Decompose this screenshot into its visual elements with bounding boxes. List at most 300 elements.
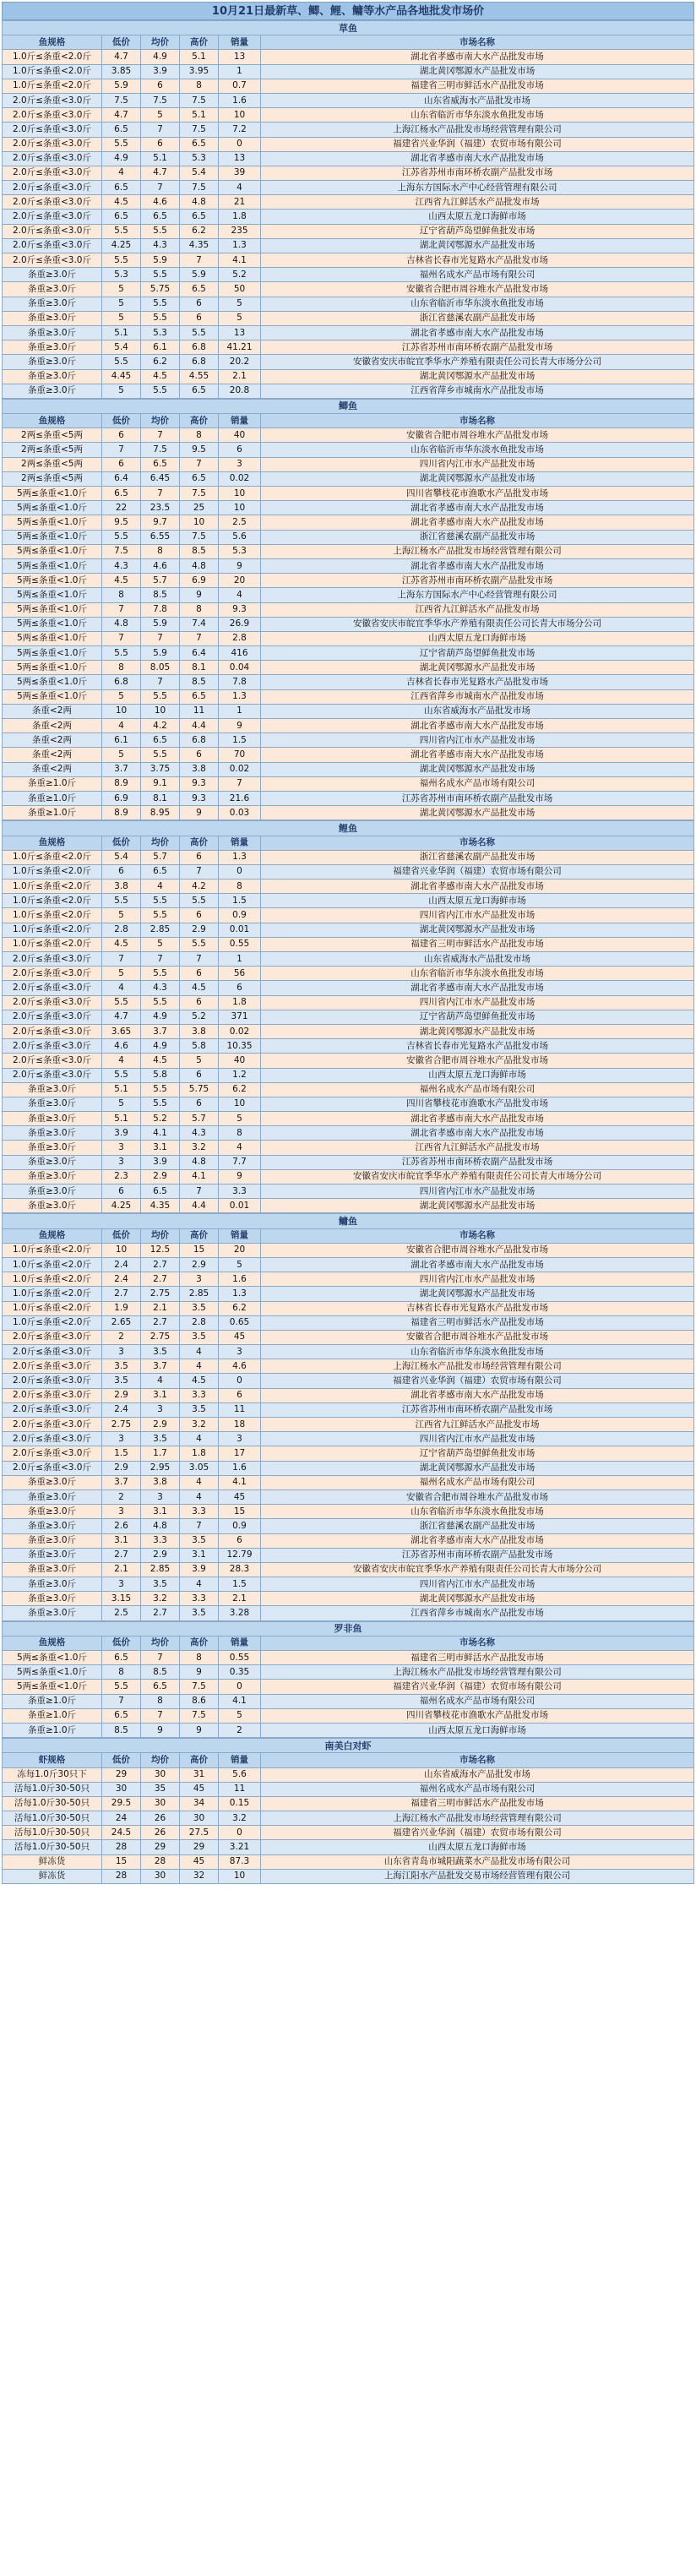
cell-high: 8	[180, 1651, 219, 1665]
cell-high: 45	[180, 1854, 219, 1869]
cell-vol: 3.28	[219, 1606, 261, 1620]
table-row	[3, 1665, 694, 1680]
cell-vol: 5.2	[219, 268, 261, 282]
cell-spec: 2.0斤≤条重<3.0斤	[3, 1461, 102, 1475]
cell-high: 4.5	[180, 1374, 219, 1388]
cell-market: 浙江省慈溪农副产品批发市场	[261, 530, 694, 544]
cell-spec: 条重≥3.0斤	[3, 1592, 102, 1606]
cell-market: 湖北黄冈鄂源水产品批发市场	[261, 806, 694, 820]
cell-spec: 活每1.0斤30-50只	[3, 1782, 102, 1796]
cell-high: 3.8	[180, 762, 219, 776]
cell-high: 5.5	[180, 894, 219, 908]
table-row	[3, 1185, 694, 1199]
cell-low: 5.1	[102, 1082, 141, 1097]
cell-high: 7	[180, 457, 219, 471]
cell-low: 7	[102, 602, 141, 617]
cell-spec: 5两≤条重<1.0斤	[3, 675, 102, 689]
cell-avg: 9	[141, 1723, 180, 1737]
table-row	[3, 719, 694, 733]
cell-avg: 6.5	[141, 864, 180, 879]
cell-high: 9	[180, 1723, 219, 1737]
cell-avg: 5.5	[141, 268, 180, 282]
cell-vol: 4.6	[219, 1359, 261, 1374]
table-row	[3, 428, 694, 443]
cell-high: 6.5	[180, 384, 219, 398]
table-row	[3, 1112, 694, 1126]
table-row	[3, 1155, 694, 1169]
cell-low: 2.7	[102, 1287, 141, 1301]
cell-vol: 87.3	[219, 1854, 261, 1869]
cell-market: 辽宁省葫芦岛望鲜鱼批发市场	[261, 1446, 694, 1461]
cell-vol: 0.65	[219, 1315, 261, 1330]
cell-high: 5.8	[180, 1039, 219, 1054]
cell-high: 29	[180, 1840, 219, 1854]
cell-high: 5.9	[180, 268, 219, 282]
table-row	[3, 311, 694, 325]
cell-vol: 3	[219, 1432, 261, 1446]
cell-avg: 5.9	[141, 253, 180, 268]
cell-spec: 条重≥1.0斤	[3, 776, 102, 791]
cell-vol: 0.03	[219, 806, 261, 820]
cell-spec: 条重≥3.0斤	[3, 1126, 102, 1141]
cell-vol: 6	[219, 1388, 261, 1402]
cell-vol: 56	[219, 967, 261, 981]
cell-low: 4.7	[102, 50, 141, 64]
table-row	[3, 443, 694, 457]
cell-high: 5	[180, 1054, 219, 1068]
section-table	[2, 20, 694, 399]
cell-avg: 35	[141, 1782, 180, 1796]
cell-vol: 10	[219, 501, 261, 515]
cell-avg: 5.5	[141, 894, 180, 908]
cell-vol: 1.3	[219, 850, 261, 864]
cell-avg: 5.5	[141, 297, 180, 311]
cell-high: 7	[180, 864, 219, 879]
cell-avg: 4	[141, 1374, 180, 1388]
cell-spec: 5两≤条重<1.0斤	[3, 661, 102, 675]
cell-vol: 6.2	[219, 1082, 261, 1097]
table-row	[3, 268, 694, 282]
cell-market: 江苏省苏州市南环桥农副产品批发市场	[261, 1402, 694, 1417]
table-row	[3, 806, 694, 820]
cell-vol: 1.2	[219, 1068, 261, 1082]
cell-low: 2.5	[102, 1606, 141, 1620]
cell-avg: 5	[141, 108, 180, 123]
cell-low: 6.5	[102, 181, 141, 195]
column-header-market: 市场名称	[261, 1228, 694, 1243]
cell-market: 安徽省合肥市周谷堆水产品批发市场	[261, 1243, 694, 1257]
cell-avg: 2.95	[141, 1461, 180, 1475]
cell-low: 4.45	[102, 369, 141, 384]
cell-market: 湖北省孝感市南大水产品批发市场	[261, 558, 694, 573]
cell-market: 福建省兴业华润（福建）农贸市场有限公司	[261, 137, 694, 151]
cell-avg: 8.95	[141, 806, 180, 820]
table-row	[3, 850, 694, 864]
cell-vol: 416	[219, 646, 261, 661]
cell-high: 5.5	[180, 325, 219, 340]
cell-spec: 5两≤条重<1.0斤	[3, 617, 102, 631]
cell-low: 29.5	[102, 1796, 141, 1811]
table-row	[3, 224, 694, 238]
cell-market: 上海江杨水产品批发市场经营管理有限公司	[261, 1811, 694, 1826]
column-header-spec: 鱼规格	[3, 836, 102, 850]
cell-high: 3.5	[180, 1402, 219, 1417]
cell-low: 5.5	[102, 1068, 141, 1082]
cell-market: 江西省萍乡市城南水产品批发市场	[261, 1606, 694, 1620]
cell-market: 安徽省合肥市周谷堆水产品批发市场	[261, 1054, 694, 1068]
cell-vol: 6	[219, 1533, 261, 1548]
cell-low: 6.5	[102, 1708, 141, 1723]
cell-low: 8	[102, 661, 141, 675]
cell-market: 四川省内江市水产品批发市场	[261, 733, 694, 748]
cell-spec: 1.0斤≤条重<2.0斤	[3, 850, 102, 864]
table-row	[3, 253, 694, 268]
cell-vol: 0.02	[219, 762, 261, 776]
cell-vol: 4.1	[219, 1475, 261, 1490]
cell-avg: 3.1	[141, 1388, 180, 1402]
cell-low: 6.1	[102, 733, 141, 748]
cell-low: 5.1	[102, 325, 141, 340]
cell-low: 6.5	[102, 210, 141, 224]
cell-low: 3.7	[102, 762, 141, 776]
table-row	[3, 574, 694, 588]
cell-low: 5	[102, 297, 141, 311]
table-row	[3, 776, 694, 791]
table-row	[3, 1811, 694, 1826]
table-row	[3, 151, 694, 166]
cell-avg: 5.3	[141, 325, 180, 340]
cell-vol: 10	[219, 108, 261, 123]
cell-avg: 4.9	[141, 1010, 180, 1024]
cell-spec: 2.0斤≤条重<3.0斤	[3, 1374, 102, 1388]
cell-high: 3.05	[180, 1461, 219, 1475]
column-header-market: 市场名称	[261, 836, 694, 850]
cell-high: 25	[180, 501, 219, 515]
cell-spec: 2.0斤≤条重<3.0斤	[3, 238, 102, 253]
cell-market: 福建省兴业华润（福建）农贸市场有限公司	[261, 1374, 694, 1388]
cell-spec: 鲜冻货	[3, 1869, 102, 1883]
cell-low: 6.5	[102, 123, 141, 137]
cell-vol: 7.2	[219, 123, 261, 137]
cell-high: 4.8	[180, 558, 219, 573]
cell-avg: 2.9	[141, 1169, 180, 1184]
cell-market: 浙江省慈溪农副产品批发市场	[261, 850, 694, 864]
table-row	[3, 487, 694, 501]
table-row	[3, 1461, 694, 1475]
cell-avg: 3.9	[141, 1155, 180, 1169]
cell-avg: 7	[141, 952, 180, 967]
cell-avg: 4.9	[141, 50, 180, 64]
cell-market: 福州名成水产品市场有限公司	[261, 268, 694, 282]
table-row	[3, 1651, 694, 1665]
table-row	[3, 1169, 694, 1184]
table-row	[3, 1199, 694, 1213]
cell-low: 28	[102, 1840, 141, 1854]
cell-avg: 4.7	[141, 166, 180, 180]
cell-market: 湖北黄冈鄂源水产品批发市场	[261, 1287, 694, 1301]
cell-avg: 4.3	[141, 238, 180, 253]
cell-market: 福建省三明市鲜活水产品批发市场	[261, 1796, 694, 1811]
cell-avg: 6.55	[141, 530, 180, 544]
table-row	[3, 1592, 694, 1606]
cell-spec: 条重≥1.0斤	[3, 1708, 102, 1723]
cell-low: 5.5	[102, 646, 141, 661]
cell-spec: 条重≥3.0斤	[3, 1562, 102, 1577]
cell-high: 32	[180, 1869, 219, 1883]
section-table	[2, 1213, 694, 1620]
cell-market: 湖北省孝感市南大水产品批发市场	[261, 501, 694, 515]
cell-high: 6	[180, 1068, 219, 1082]
table-row	[3, 981, 694, 995]
cell-low: 5.5	[102, 253, 141, 268]
cell-spec: 5两≤条重<1.0斤	[3, 1680, 102, 1694]
cell-avg: 5.5	[141, 967, 180, 981]
column-header-avg: 均价	[141, 836, 180, 850]
cell-low: 2.8	[102, 923, 141, 937]
cell-low: 15	[102, 1854, 141, 1869]
cell-vol: 70	[219, 748, 261, 762]
cell-market: 山西太原五龙口海鲜市场	[261, 1840, 694, 1854]
cell-low: 2.4	[102, 1272, 141, 1287]
cell-high: 1.8	[180, 1446, 219, 1461]
cell-spec: 5两≤条重<1.0斤	[3, 631, 102, 645]
cell-vol: 39	[219, 166, 261, 180]
cell-high: 4.5	[180, 981, 219, 995]
cell-vol: 20.2	[219, 355, 261, 369]
cell-vol: 20	[219, 574, 261, 588]
cell-high: 15	[180, 1243, 219, 1257]
table-row	[3, 1359, 694, 1374]
cell-market: 湖北黄冈鄂源水产品批发市场	[261, 1461, 694, 1475]
cell-vol: 1.5	[219, 1577, 261, 1592]
cell-vol: 5.6	[219, 1767, 261, 1782]
cell-low: 4.5	[102, 195, 141, 210]
table-row	[3, 894, 694, 908]
table-row	[3, 1272, 694, 1287]
section-table	[2, 820, 694, 1213]
cell-high: 2.9	[180, 1257, 219, 1272]
cell-high: 8	[180, 602, 219, 617]
cell-avg: 4.6	[141, 558, 180, 573]
table-row	[3, 1854, 694, 1869]
cell-high: 6.5	[180, 471, 219, 486]
section-title: 罗非鱼	[3, 1621, 694, 1636]
cell-low: 3.7	[102, 1475, 141, 1490]
cell-avg: 2.7	[141, 1606, 180, 1620]
cell-spec: 2.0斤≤条重<3.0斤	[3, 981, 102, 995]
cell-spec: 条重≥3.0斤	[3, 1155, 102, 1169]
cell-high: 2.9	[180, 923, 219, 937]
table-row	[3, 108, 694, 123]
cell-vol: 3	[219, 457, 261, 471]
table-row	[3, 1054, 694, 1068]
cell-avg: 6.45	[141, 471, 180, 486]
cell-avg: 12.5	[141, 1243, 180, 1257]
cell-vol: 5	[219, 311, 261, 325]
cell-market: 上海江杨水产品批发市场经营管理有限公司	[261, 1665, 694, 1680]
cell-spec: 条重≥1.0斤	[3, 791, 102, 805]
cell-vol: 5.6	[219, 530, 261, 544]
price-report	[2, 2, 694, 1884]
cell-low: 10	[102, 704, 141, 718]
cell-market: 山东省临沂市华东淡水鱼批发市场	[261, 1505, 694, 1519]
cell-spec: 5两≤条重<1.0斤	[3, 558, 102, 573]
cell-low: 3	[102, 1345, 141, 1359]
cell-market: 山东省威海水产品批发市场	[261, 1767, 694, 1782]
cell-low: 2.75	[102, 1418, 141, 1432]
cell-low: 5	[102, 967, 141, 981]
cell-market: 江苏省苏州市南环桥农副产品批发市场	[261, 340, 694, 355]
cell-low: 5.4	[102, 340, 141, 355]
column-header-market: 市场名称	[261, 35, 694, 50]
cell-high: 10	[180, 515, 219, 530]
cell-low: 28	[102, 1869, 141, 1883]
cell-vol: 8	[219, 880, 261, 894]
cell-market: 江西省萍乡市城南水产品批发市场	[261, 689, 694, 704]
cell-avg: 5.5	[141, 1097, 180, 1111]
cell-market: 四川省攀枝花市渔歌水产品批发市场	[261, 487, 694, 501]
cell-market: 四川省内江市水产品批发市场	[261, 1185, 694, 1199]
cell-spec: 1.0斤≤条重<2.0斤	[3, 937, 102, 951]
cell-low: 30	[102, 1782, 141, 1796]
cell-low: 7	[102, 443, 141, 457]
cell-avg: 28	[141, 1854, 180, 1869]
cell-avg: 8	[141, 544, 180, 558]
cell-high: 11	[180, 704, 219, 718]
table-row	[3, 1141, 694, 1155]
cell-vol: 9.3	[219, 602, 261, 617]
cell-spec: 活每1.0斤30-50只	[3, 1796, 102, 1811]
cell-vol: 2.8	[219, 631, 261, 645]
cell-vol: 3.2	[219, 1811, 261, 1826]
cell-avg: 8.1	[141, 791, 180, 805]
cell-spec: 5两≤条重<1.0斤	[3, 487, 102, 501]
cell-market: 湖北黄冈鄂源水产品批发市场	[261, 762, 694, 776]
cell-avg: 3.3	[141, 1533, 180, 1548]
cell-high: 5.4	[180, 166, 219, 180]
cell-avg: 4	[141, 880, 180, 894]
cell-avg: 2.9	[141, 1548, 180, 1562]
cell-vol: 0.35	[219, 1665, 261, 1680]
table-row	[3, 544, 694, 558]
cell-low: 2	[102, 1330, 141, 1344]
cell-low: 24.5	[102, 1826, 141, 1840]
cell-vol: 11	[219, 1402, 261, 1417]
table-row	[3, 355, 694, 369]
table-row	[3, 238, 694, 253]
cell-low: 3.85	[102, 64, 141, 79]
cell-spec: 5两≤条重<1.0斤	[3, 515, 102, 530]
cell-avg: 6.5	[141, 1680, 180, 1694]
cell-market: 山西太原五龙口海鲜市场	[261, 1723, 694, 1737]
cell-spec: 2.0斤≤条重<3.0斤	[3, 1068, 102, 1082]
cell-low: 5	[102, 1097, 141, 1111]
table-row	[3, 791, 694, 805]
table-row	[3, 166, 694, 180]
cell-avg: 3.5	[141, 1345, 180, 1359]
cell-vol: 5	[219, 1708, 261, 1723]
cell-high: 4.4	[180, 1199, 219, 1213]
cell-market: 福州名成水产品市场有限公司	[261, 1782, 694, 1796]
cell-low: 9.5	[102, 515, 141, 530]
cell-high: 3.8	[180, 1024, 219, 1038]
cell-low: 6.5	[102, 1651, 141, 1665]
cell-low: 5.1	[102, 1112, 141, 1126]
cell-avg: 29	[141, 1840, 180, 1854]
cell-vol: 4	[219, 1141, 261, 1155]
cell-avg: 7	[141, 181, 180, 195]
cell-low: 5	[102, 311, 141, 325]
table-row	[3, 457, 694, 471]
table-row	[3, 675, 694, 689]
cell-low: 7.5	[102, 544, 141, 558]
table-row	[3, 1548, 694, 1562]
cell-vol: 7.7	[219, 1155, 261, 1169]
section-title: 草鱼	[3, 21, 694, 35]
cell-spec: 2两≤条重<5两	[3, 443, 102, 457]
cell-market: 福州名成水产品市场有限公司	[261, 1475, 694, 1490]
cell-high: 6	[180, 967, 219, 981]
cell-spec: 2.0斤≤条重<3.0斤	[3, 1359, 102, 1374]
cell-low: 3.15	[102, 1592, 141, 1606]
cell-spec: 5两≤条重<1.0斤	[3, 1651, 102, 1665]
cell-vol: 6	[219, 981, 261, 995]
cell-high: 5.7	[180, 1112, 219, 1126]
cell-high: 7	[180, 253, 219, 268]
cell-vol: 0.15	[219, 1796, 261, 1811]
cell-avg: 6	[141, 137, 180, 151]
cell-market: 湖北黄冈鄂源水产品批发市场	[261, 1024, 694, 1038]
cell-avg: 2.7	[141, 1257, 180, 1272]
cell-high: 6	[180, 311, 219, 325]
cell-vol: 1.3	[219, 238, 261, 253]
cell-low: 4.3	[102, 558, 141, 573]
cell-vol: 50	[219, 282, 261, 297]
cell-vol: 5.3	[219, 544, 261, 558]
cell-spec: 条重≥3.0斤	[3, 1082, 102, 1097]
column-header-high: 高价	[180, 1228, 219, 1243]
cell-market: 安徽省安庆市皖宜季华水产养殖有限责任公司长青大市场分公司	[261, 355, 694, 369]
cell-spec: 5两≤条重<1.0斤	[3, 544, 102, 558]
cell-vol: 0.7	[219, 79, 261, 93]
cell-market: 浙江省慈溪农副产品批发市场	[261, 311, 694, 325]
cell-spec: 条重≥3.0斤	[3, 1606, 102, 1620]
cell-avg: 8.05	[141, 661, 180, 675]
cell-high: 9.5	[180, 443, 219, 457]
cell-high: 3.3	[180, 1592, 219, 1606]
cell-low: 5.5	[102, 355, 141, 369]
cell-low: 5.5	[102, 137, 141, 151]
cell-high: 7.5	[180, 487, 219, 501]
cell-avg: 2.1	[141, 1301, 180, 1315]
cell-low: 4	[102, 166, 141, 180]
table-row	[3, 937, 694, 951]
cell-spec: 2.0斤≤条重<3.0斤	[3, 1010, 102, 1024]
cell-vol: 9	[219, 558, 261, 573]
cell-spec: 条重≥3.0斤	[3, 355, 102, 369]
cell-spec: 条重≥3.0斤	[3, 311, 102, 325]
table-row	[3, 631, 694, 645]
cell-vol: 13	[219, 50, 261, 64]
cell-avg: 5.5	[141, 311, 180, 325]
cell-low: 6	[102, 428, 141, 443]
table-row	[3, 181, 694, 195]
cell-avg: 7	[141, 123, 180, 137]
cell-high: 6	[180, 297, 219, 311]
cell-vol: 17	[219, 1446, 261, 1461]
cell-avg: 4.5	[141, 369, 180, 384]
cell-high: 9	[180, 1665, 219, 1680]
